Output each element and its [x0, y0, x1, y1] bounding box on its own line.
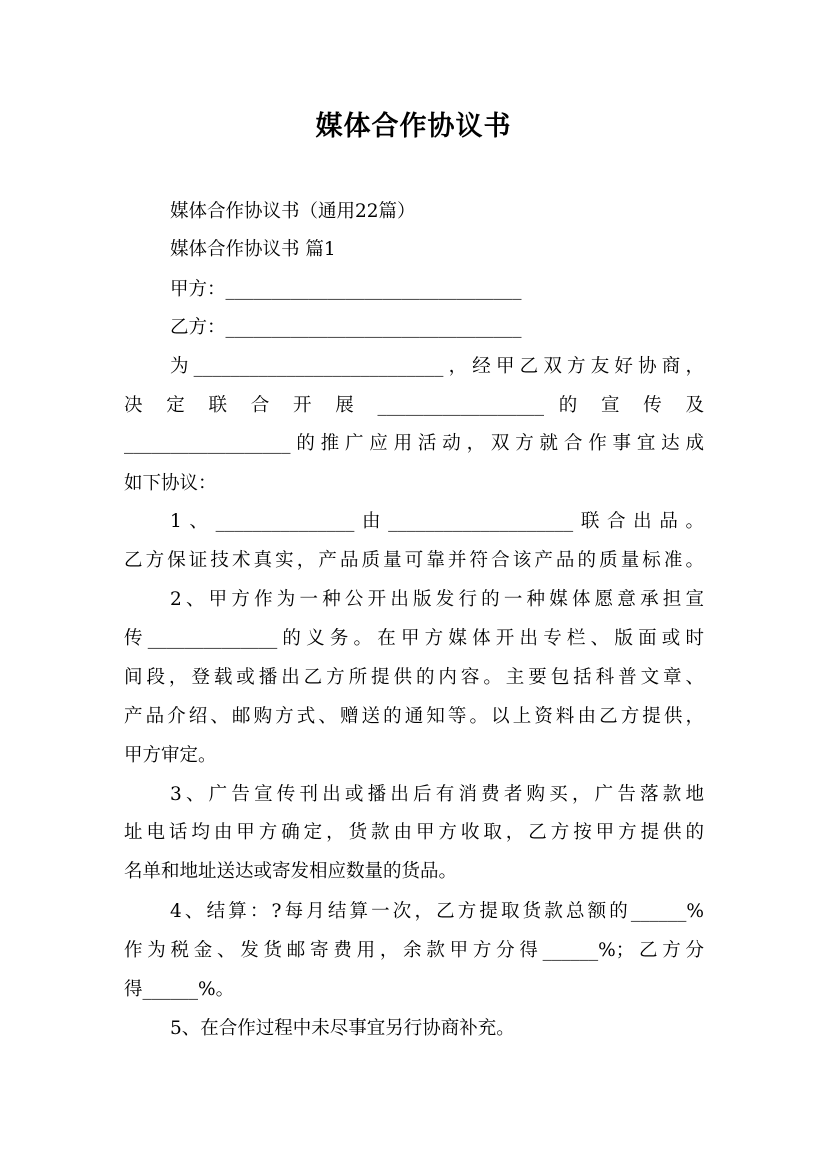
clause-3-line: 名单和地址送达或寄发相应数量的货品。 — [124, 861, 458, 882]
paragraph-line: 如下协议： — [124, 473, 217, 494]
clause-1-line: 1、_______________由____________________联合出品。 — [170, 511, 704, 532]
paragraph-line: __________________的推广应用活动，双方就合作事宜达成 — [124, 433, 704, 454]
document-title: 媒体合作协议书 — [315, 111, 512, 142]
paragraph-line: 为___________________________，经甲乙双方友好协商， — [170, 356, 704, 377]
clause-4-line: 作为税金、发货邮寄费用，余款甲方分得______%；乙方分 — [124, 940, 704, 961]
clause-1-line: 乙方保证技术真实，产品质量可靠并符合该产品的质量标准。 — [124, 550, 704, 571]
clause-2-line: 产品介绍、邮购方式、赠送的通知等。以上资料由乙方提供， — [124, 706, 704, 727]
clause-2-line: 2、甲方作为一种公开出版发行的一种媒体愿意承担宣 — [170, 589, 704, 610]
clause-5-line: 5、在合作过程中未尽事宜另行协商补充。 — [170, 1018, 515, 1039]
clause-2-line: 传______________的义务。在甲方媒体开出专栏、版面或时 — [124, 628, 704, 649]
clause-2-line: 甲方审定。 — [124, 745, 217, 766]
clause-4-line: 4、结算：?每月结算一次，乙方提取货款总额的______% — [170, 901, 704, 922]
clause-4-line: 得______%。 — [124, 979, 235, 1000]
clause-3-line: 址电话均由甲方确定，货款由甲方收取，乙方按甲方提供的 — [124, 822, 704, 843]
subtitle: 媒体合作协议书（通用22篇） — [170, 201, 416, 222]
party-a-field: 甲方：________________________________ — [170, 279, 522, 300]
section-heading: 媒体合作协议书 篇1 — [170, 239, 336, 260]
clause-2-line: 间段，登载或播出乙方所提供的内容。主要包括科普文章、 — [124, 667, 704, 688]
paragraph-line: 决 定 联 合 开 展 __________________ 的 宣 传 及 — [124, 395, 704, 416]
clause-3-line: 3、广告宣传刊出或播出后有消费者购买，广告落款地 — [170, 784, 704, 805]
party-b-field: 乙方：________________________________ — [170, 317, 522, 338]
